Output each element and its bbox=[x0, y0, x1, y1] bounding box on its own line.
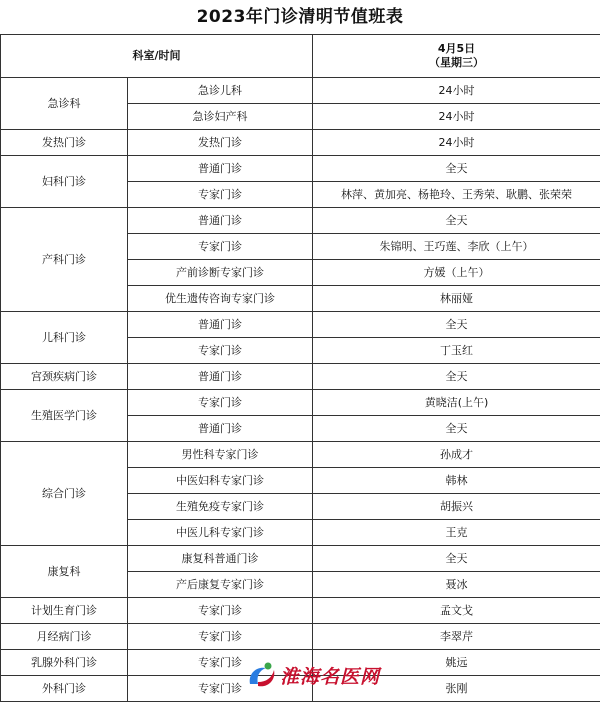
duty-cell: 全天 bbox=[313, 364, 600, 390]
dept-cell: 发热门诊 bbox=[1, 130, 128, 156]
duty-cell: 全天 bbox=[313, 416, 600, 442]
clinic-cell: 普通门诊 bbox=[128, 364, 313, 390]
duty-cell: 朱锦明、王巧莲、李欣（上午） bbox=[313, 234, 600, 260]
dept-cell: 综合门诊 bbox=[1, 442, 128, 546]
dept-cell: 宫颈疾病门诊 bbox=[1, 364, 128, 390]
duty-cell: 林萍、黄加亮、杨艳玲、王秀荣、耿鹏、张荣荣 bbox=[313, 182, 600, 208]
dept-cell: 儿科门诊 bbox=[1, 312, 128, 364]
duty-cell: 王克 bbox=[313, 520, 600, 546]
dept-cell: 月经病门诊 bbox=[1, 624, 128, 650]
clinic-cell: 生殖免疫专家门诊 bbox=[128, 494, 313, 520]
dept-cell: 妇科门诊 bbox=[1, 156, 128, 208]
duty-cell: 24小时 bbox=[313, 78, 600, 104]
table-row bbox=[1, 650, 600, 676]
clinic-cell: 专家门诊 bbox=[128, 390, 313, 416]
table-header-row bbox=[1, 35, 600, 78]
duty-cell: 胡振兴 bbox=[313, 494, 600, 520]
table-row bbox=[1, 312, 600, 338]
duty-cell: 姚远 bbox=[313, 650, 600, 676]
duty-cell: 孟文戈 bbox=[313, 598, 600, 624]
duty-cell: 李翠芹 bbox=[313, 624, 600, 650]
clinic-cell: 专家门诊 bbox=[128, 234, 313, 260]
dept-cell: 急诊科 bbox=[1, 78, 128, 130]
duty-cell: 黄晓洁(上午) bbox=[313, 390, 600, 416]
clinic-cell: 优生遗传咨询专家门诊 bbox=[128, 286, 313, 312]
clinic-cell: 专家门诊 bbox=[128, 338, 313, 364]
dept-cell: 康复科 bbox=[1, 546, 128, 598]
duty-cell: 林丽娅 bbox=[313, 286, 600, 312]
clinic-cell: 专家门诊 bbox=[128, 624, 313, 650]
dept-time-header: 科室/时间 bbox=[1, 35, 313, 78]
clinic-cell: 专家门诊 bbox=[128, 598, 313, 624]
clinic-cell: 康复科普通门诊 bbox=[128, 546, 313, 572]
table-row bbox=[1, 78, 600, 104]
dept-cell: 乳腺外科门诊 bbox=[1, 650, 128, 676]
table-row bbox=[1, 442, 600, 468]
clinic-cell: 普通门诊 bbox=[128, 312, 313, 338]
clinic-cell: 男性科专家门诊 bbox=[128, 442, 313, 468]
duty-cell: 24小时 bbox=[313, 130, 600, 156]
clinic-cell: 专家门诊 bbox=[128, 650, 313, 676]
clinic-cell: 急诊儿科 bbox=[128, 78, 313, 104]
duty-cell: 聂冰 bbox=[313, 572, 600, 598]
duty-table bbox=[0, 34, 600, 702]
clinic-cell: 普通门诊 bbox=[128, 208, 313, 234]
clinic-cell: 专家门诊 bbox=[128, 676, 313, 702]
table-row bbox=[1, 546, 600, 572]
table-row bbox=[1, 364, 600, 390]
dept-cell: 产科门诊 bbox=[1, 208, 128, 312]
table-row bbox=[1, 130, 600, 156]
clinic-cell: 普通门诊 bbox=[128, 156, 313, 182]
table-row bbox=[1, 156, 600, 182]
clinic-cell: 中医妇科专家门诊 bbox=[128, 468, 313, 494]
table-row bbox=[1, 390, 600, 416]
duty-cell: 张刚 bbox=[313, 676, 600, 702]
table-body bbox=[1, 78, 600, 702]
duty-cell: 全天 bbox=[313, 156, 600, 182]
duty-cell: 丁玉红 bbox=[313, 338, 600, 364]
dept-cell: 外科门诊 bbox=[1, 676, 128, 702]
clinic-cell: 普通门诊 bbox=[128, 416, 313, 442]
table-row bbox=[1, 208, 600, 234]
duty-cell: 孙成才 bbox=[313, 442, 600, 468]
dept-cell: 生殖医学门诊 bbox=[1, 390, 128, 442]
duty-cell: 韩林 bbox=[313, 468, 600, 494]
clinic-cell: 急诊妇产科 bbox=[128, 104, 313, 130]
table-row bbox=[1, 598, 600, 624]
duty-cell: 全天 bbox=[313, 208, 600, 234]
date-header-weekday: （星期三） bbox=[315, 56, 598, 70]
clinic-cell: 产后康复专家门诊 bbox=[128, 572, 313, 598]
clinic-cell: 专家门诊 bbox=[128, 182, 313, 208]
date-header-date: 4月5日 bbox=[315, 42, 598, 56]
duty-cell: 全天 bbox=[313, 312, 600, 338]
duty-cell: 方媛（上午） bbox=[313, 260, 600, 286]
duty-cell: 24小时 bbox=[313, 104, 600, 130]
date-header bbox=[313, 35, 600, 78]
table-row bbox=[1, 676, 600, 702]
clinic-cell: 发热门诊 bbox=[128, 130, 313, 156]
watermark-text: 淮海名医网 bbox=[280, 662, 380, 689]
duty-cell: 全天 bbox=[313, 546, 600, 572]
clinic-cell: 中医儿科专家门诊 bbox=[128, 520, 313, 546]
table-row bbox=[1, 624, 600, 650]
clinic-cell: 产前诊断专家门诊 bbox=[128, 260, 313, 286]
page-title: 2023年门诊清明节值班表 bbox=[0, 0, 600, 34]
dept-cell: 计划生育门诊 bbox=[1, 598, 128, 624]
